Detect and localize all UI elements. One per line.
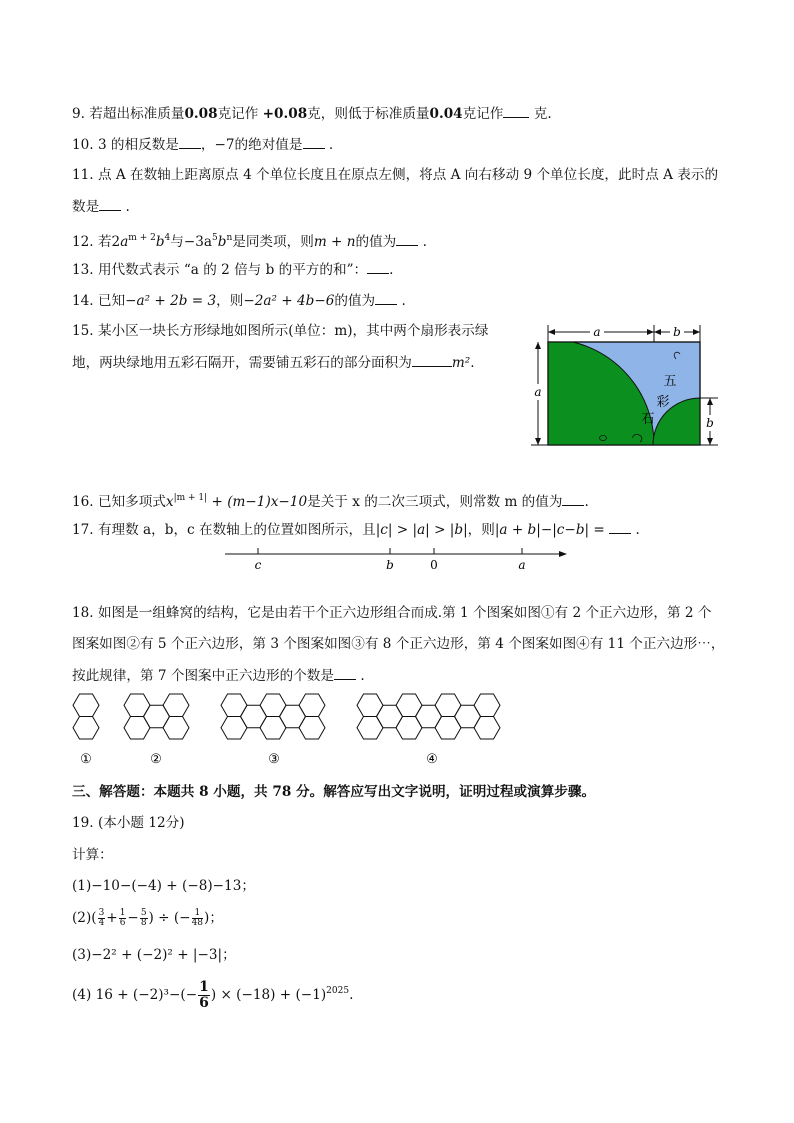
q12-text-c: 是同类项，则	[232, 234, 314, 250]
hexagon	[260, 694, 286, 717]
q14-expr2: −2a² + 4b−6	[243, 293, 335, 309]
tick-b: b	[386, 558, 394, 572]
q15-line2: 地，两块绿地用五彩石隔开，需要铺五彩石的部分面积为	[72, 355, 412, 371]
q19-p2-open: (2)(	[72, 910, 97, 926]
answer-blank[interactable]	[367, 259, 389, 274]
question-19-part3	[72, 945, 236, 965]
hexagon	[124, 717, 150, 740]
hexagon	[144, 705, 170, 728]
hexagon	[124, 694, 150, 717]
q12-text: 12. 若2	[72, 234, 121, 250]
hexagon	[357, 717, 383, 740]
q9-num1: 0.08	[184, 106, 218, 122]
question-19-part1	[72, 876, 255, 896]
question-10	[72, 134, 333, 155]
q19-p4-b: ) × (−18) + (−1)	[210, 987, 327, 1003]
q9-text-e: 克.	[533, 106, 552, 122]
numerator: 1	[199, 979, 209, 995]
answer-blank[interactable]	[562, 491, 584, 506]
hexagon	[474, 717, 500, 740]
q12-text-b: 与−3a	[170, 234, 213, 250]
question-18-cont	[72, 634, 724, 654]
q17-expr2: |a + b|−|c−b| =	[494, 522, 605, 538]
numerator: 5	[140, 908, 147, 918]
denominator: 6	[199, 995, 209, 1011]
tick-c: c	[254, 558, 262, 572]
denominator: 6	[119, 918, 126, 928]
q18-line1: 18. 如图是一组蜂窝的结构，它是由若干个正六边形组合而成.第 1 个图案如图①有 2 个正六边形，第 2 个	[72, 605, 712, 621]
q10-text-b: ，−7的绝对值是	[200, 137, 303, 153]
tick-a: a	[518, 558, 526, 572]
fig-label-1: ①	[80, 752, 92, 767]
answer-blank[interactable]	[99, 196, 121, 211]
question-11	[72, 165, 718, 185]
question-19-intro	[72, 845, 113, 865]
q12-exp4: n	[226, 233, 233, 243]
label-a-top: a	[593, 325, 601, 339]
numerator: 3	[98, 908, 105, 918]
q19-p1: (1)−10−(−4) + (−8)−13；	[72, 878, 255, 894]
q13-text-b: .	[389, 262, 394, 278]
q9-text-d: 克记作	[462, 106, 504, 122]
hexagon	[73, 694, 99, 717]
q15-unit: m²	[451, 355, 471, 371]
hexagon	[455, 705, 481, 728]
q11-line2: 数是	[72, 199, 100, 215]
q19-p4-end: .	[349, 987, 354, 1003]
q18-line3: 按此规律，第 7 个图案中正六边形的个数是	[72, 668, 334, 684]
q19-p4-exp: 2025	[326, 986, 350, 996]
answer-blank[interactable]	[609, 519, 631, 534]
q16-exp: |m + 1|	[173, 493, 208, 503]
hexagon	[73, 717, 99, 740]
hexagon	[435, 694, 461, 717]
q10-text-c: .	[328, 137, 334, 153]
q12-exp1: m + 2	[128, 233, 156, 243]
q19-p4-a: (4) 16 + (−2)³−(−	[72, 987, 198, 1003]
answer-blank[interactable]	[503, 103, 529, 118]
q12-exp2: 4	[164, 233, 171, 243]
hexagon	[377, 705, 403, 728]
q12-b: b	[155, 234, 165, 250]
fraction	[140, 909, 148, 928]
answer-blank[interactable]	[375, 290, 397, 305]
green-land-figure	[528, 322, 723, 450]
answer-blank[interactable]	[334, 665, 356, 680]
denominator: 4	[98, 918, 105, 928]
q19-p2-plus: +	[106, 910, 118, 926]
q19-title: 19. (本小题 12分)	[72, 815, 185, 831]
question-11-cont	[72, 196, 130, 217]
question-18	[72, 603, 711, 623]
answer-blank[interactable]	[412, 352, 452, 367]
q19-p2-minus: −	[127, 910, 139, 926]
q16-text-b: 是关于 x 的二次三项式，则常数 m 的值为	[307, 494, 563, 510]
honeycomb-figures	[66, 690, 516, 770]
q13-text: 13. 用代数式表示 “a 的 2 倍与 b 的平方的和”：	[72, 262, 368, 278]
label-a-left: a	[534, 385, 542, 399]
fraction	[198, 980, 210, 1011]
hexagon	[221, 694, 247, 717]
hexagon	[241, 705, 267, 728]
question-9	[72, 103, 552, 124]
q16-x: x	[165, 494, 174, 510]
hexagon	[396, 717, 422, 740]
q12-expr: m + n	[313, 234, 356, 250]
q17-text-c: .	[635, 522, 640, 538]
q9-num3: 0.04	[429, 106, 463, 122]
answer-blank[interactable]	[396, 231, 418, 246]
answer-blank[interactable]	[303, 134, 325, 149]
hexagon	[221, 717, 247, 740]
hexagon	[416, 705, 442, 728]
fig-label-2: ②	[150, 752, 162, 767]
q12-text-d: 的值为	[355, 234, 397, 250]
fraction	[192, 909, 203, 928]
question-19-part4	[72, 980, 353, 1011]
q15-line1: 15. 某小区一块长方形绿地如图所示(单位：m)，其中两个扇形表示绿	[72, 323, 489, 339]
label-wu: 五	[663, 374, 677, 389]
q15-line2-end: .	[470, 355, 475, 371]
q9-text: 9. 若超出标准质量	[72, 106, 185, 122]
q17-text: 17. 有理数 a，b，c 在数轴上的位置如图所示，且	[72, 522, 376, 538]
q19-p3: (3)−2² + (−2)² + |−3|；	[72, 947, 236, 963]
q14-text-b: ，则	[216, 293, 244, 309]
number-line	[222, 544, 572, 574]
q18-line3-end: .	[360, 668, 365, 684]
q16-expr: + (m−1)x−10	[207, 494, 308, 510]
question-15-cont	[72, 352, 475, 373]
q12-exp3: 5	[212, 233, 218, 243]
denominator: 8	[140, 918, 147, 928]
q18-line2: 图案如图②有 5 个正六边形，第 3 个图案如图③有 8 个正六边形，第 4 个图案如图④有 11 个正六边形⋯，	[72, 636, 725, 652]
q19-p2-close: )；	[204, 910, 223, 926]
question-12: 12. 若$2a^{m + 2}b^4$与$-3a^5b^n$是同类项，则m + n的值为 .	[72, 233, 427, 250]
fig-label-3: ③	[268, 752, 280, 767]
q14-expr1: −a² + 2b = 3	[125, 293, 217, 309]
hexagon	[163, 694, 189, 717]
fraction	[98, 909, 106, 928]
denominator: 48	[191, 918, 204, 928]
answer-blank[interactable]	[179, 134, 201, 149]
fig-label-4: ④	[426, 752, 438, 767]
q14-text-d: .	[401, 293, 406, 309]
q14-text: 14. 已知	[72, 293, 126, 309]
q9-num2: +0.08	[262, 106, 308, 122]
q9-text-b: 克记作	[217, 106, 263, 122]
tick-0: 0	[430, 558, 438, 572]
label-shi: 石	[641, 412, 655, 427]
label-b-top: b	[673, 325, 681, 339]
q16-text-c: .	[584, 494, 589, 510]
q12-b2: b	[217, 234, 227, 250]
hexagon	[474, 694, 500, 717]
label-b-right: b	[706, 416, 714, 430]
question-17	[72, 519, 640, 540]
hexagon	[396, 694, 422, 717]
q10-text: 10. 3 的相反数是	[72, 137, 179, 153]
q14-text-c: 的值为	[334, 293, 376, 309]
q17-expr1: |c| > |a| > |b|	[375, 522, 468, 538]
hexagon	[260, 717, 286, 740]
q19-intro: 计算：	[72, 847, 113, 863]
question-13	[72, 259, 393, 280]
hexagon	[299, 694, 325, 717]
hexagon	[357, 694, 383, 717]
question-16	[72, 488, 589, 512]
q9-text-c: 克，则低于标准质量	[307, 106, 430, 122]
q16-text: 16. 已知多项式	[72, 494, 166, 510]
fraction	[119, 909, 127, 928]
numerator: 1	[192, 909, 203, 919]
q12-text-e: .	[422, 234, 427, 250]
section-3-text: 三、解答题：本题共 8 小题，共 78 分。解答应写出文字说明，证明过程或演算步骤。	[72, 784, 596, 800]
question-14	[72, 290, 406, 311]
question-19-title	[72, 813, 185, 833]
hexagon	[280, 705, 306, 728]
q17-text-b: ，则	[467, 522, 495, 538]
hexagon	[299, 717, 325, 740]
section-3-heading	[72, 782, 595, 802]
question-18-cont2	[72, 665, 365, 686]
numerator: 1	[119, 908, 126, 918]
q11-line2-end: .	[125, 199, 130, 215]
label-cai: 彩	[656, 395, 670, 410]
q19-p2-div: ) ÷ (−	[148, 910, 191, 926]
question-15	[72, 321, 488, 341]
hexagon	[435, 717, 461, 740]
question-19-part2	[72, 908, 223, 928]
q11-line1: 11. 点 A 在数轴上距离原点 4 个单位长度且在原点左侧，将点 A 向右移动 9 个单位长度，此时点 A 表示的	[72, 167, 719, 183]
hexagon	[163, 717, 189, 740]
